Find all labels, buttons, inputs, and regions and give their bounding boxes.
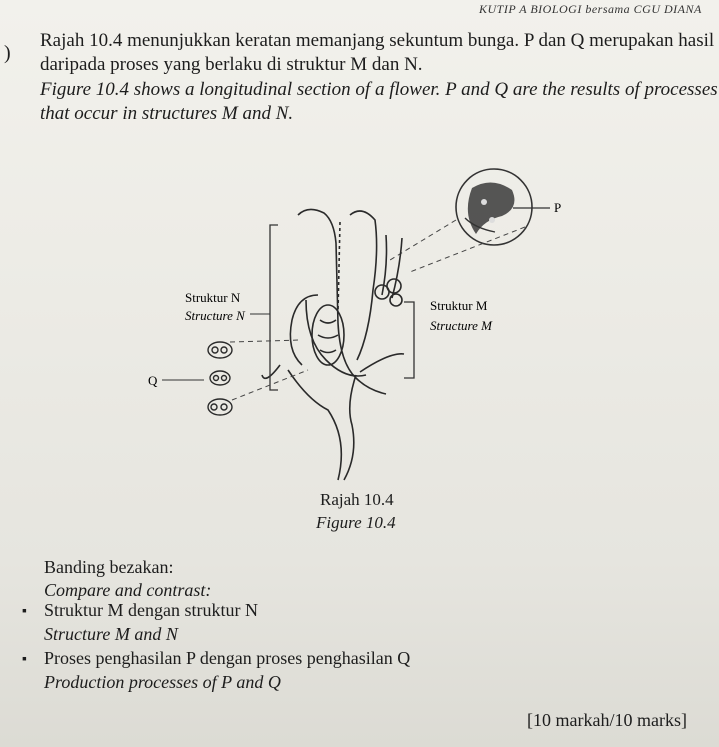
- page-header: KUTIP A BIOLOGI bersama CGU DIANA: [479, 2, 702, 16]
- flower-figure: [120, 160, 590, 490]
- ovule-sequence: [208, 342, 232, 415]
- bullet-2-en: Production processes of P and Q: [44, 672, 281, 692]
- bullet-1-ms: Struktur M dengan struktur N: [44, 600, 258, 620]
- bullet-2-icon: ▪: [22, 652, 27, 667]
- stem-en-line-2: that occur in structures M and N.: [40, 103, 294, 124]
- magnified-pollen-circle: [456, 169, 532, 245]
- question-marker: ): [4, 42, 11, 64]
- label-struktur-n: Struktur N: [185, 290, 241, 305]
- bullet-1-icon: ▪: [22, 604, 27, 619]
- stem-ms-line-1: Rajah 10.4 menunjukkan keratan memanjang sekuntum bunga. P dan Q merupakan hasil: [40, 30, 715, 51]
- bullet-2-ms: Proses penghasilan P dengan proses penghasilan Q: [44, 648, 411, 668]
- flower-drawing: [262, 209, 404, 480]
- label-q: Q: [148, 373, 158, 388]
- figure-caption-ms-text: Rajah 10.4: [320, 490, 394, 509]
- label-struktur-m: Struktur M: [430, 298, 488, 313]
- label-p: P: [554, 200, 562, 215]
- figure-caption-en: Figure 10.4: [316, 513, 396, 532]
- instruction-ms: Banding bezakan:: [44, 557, 174, 577]
- stem-ms-line-2: daripada proses yang berlaku di struktur M dan N.: [40, 54, 423, 75]
- stem-en-line-1: Figure 10.4 shows a longitudinal section of a flower. P and Q are the results of processes: [40, 79, 718, 100]
- instruction-en: Compare and contrast:: [44, 580, 212, 600]
- bullet-1-en: Structure M and N: [44, 624, 178, 644]
- marks: [10 markah/10 marks]: [527, 710, 687, 730]
- label-structure-m: Structure M: [430, 318, 492, 333]
- label-structure-n: Structure N: [185, 308, 245, 323]
